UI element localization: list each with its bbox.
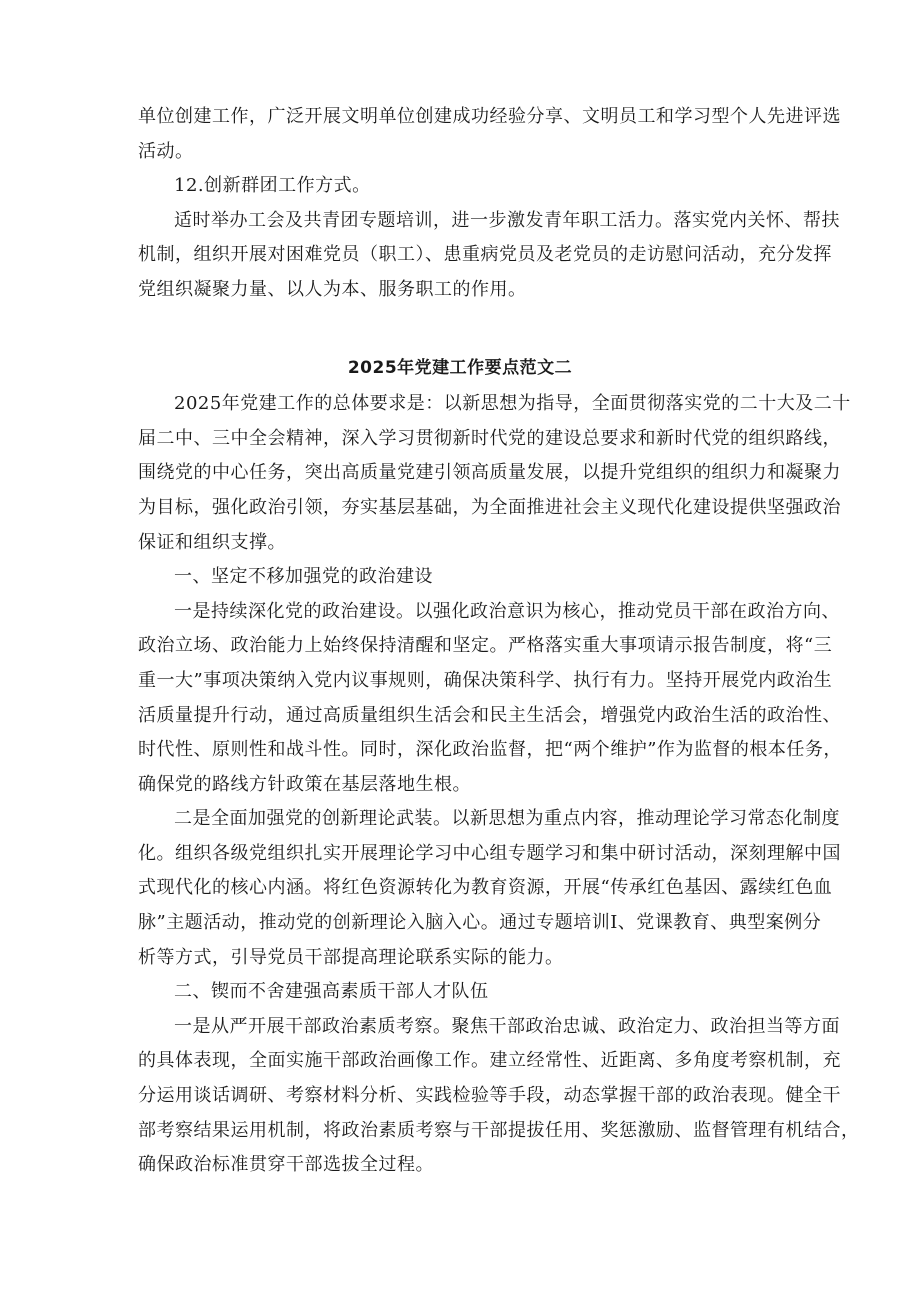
paragraph-line: 的具体表现，全面实施干部政治画像工作。建立经常性、近距离、多角度考察机制，充 [138,1050,841,1072]
paragraph-line: 围绕党的中心任务，突出高质量党建引领高质量发展，以提升党组织的组织力和凝聚力 [138,462,841,484]
paragraph-line: 一是从严开展干部政治素质考察。聚焦干部政治忠诚、政治定力、政治担当等方面 [174,1015,840,1037]
paragraph-line: 单位创建工作，广泛开展文明单位创建成功经验分享、文明员工和学习型个人先进评选 [138,106,841,127]
section-heading: 二、锲而不舍建强高素质干部人才队伍 [174,981,489,1003]
paragraph-line: 析等方式，引导党员干部提高理论联系实际的能力。 [138,946,564,968]
paragraph-line: 时代性、原则性和战斗性。同时，深化政治监督，把“两个维护”作为监督的根本任务， [138,739,842,761]
paragraph-line: 为目标，强化政治引领，夯实基层基础，为全面推进社会主义现代化建设提供坚强政治 [138,496,841,518]
document-page [138,100,860,1183]
paragraph-line: 化。组织各级党组织扎实开展理论学习中心组专题学习和集中研讨活动，深刻理解中国 [138,842,841,864]
paragraph-line: 活质量提升行动，通过高质量组织生活会和民主生活会，增强党内政治生活的政治性、 [138,704,841,726]
document-title: 2025年党建工作要点范文二 [347,357,573,378]
paragraph-line: 机制，组织开展对困难党员（职工）、患重病党员及老党员的走访慰问活动，充分发挥 [138,244,832,266]
paragraph-line: 部考察结果运用机制，将政治素质考察与干部提拔任用、奖惩激励、监督管理有机结合， [138,1119,860,1141]
paragraph-line: 届二中、三中全会精神，深入学习贯彻新时代党的建设总要求和新时代党的组织路线， [138,427,841,449]
section-spacer [138,308,782,351]
paragraph-line: 一是持续深化党的政治建设。以强化政治意识为核心，推动党员干部在政治方向、 [174,600,840,622]
subsection-heading: 12.创新群团工作方式。 [174,175,371,197]
paragraph-line: 分运用谈话调研、考察材料分析、实践检验等手段，动态掌握干部的政治表现。健全干 [138,1085,841,1107]
paragraph-line: 脉”主题活动，推动党的创新理论入脑入心。通过专题培训I、党课教育、典型案例分 [138,912,822,934]
paragraph-line: 活动。 [138,140,194,162]
paragraph-line: 重一大”事项决策纳入党内议事规则，确保决策科学、执行有力。坚持开展党内政治生 [138,669,833,691]
paragraph-line: 政治立场、政治能力上始终保持清醒和坚定。严格落实重大事项请示报告制度，将“三 [138,635,833,657]
paragraph-line: 党组织凝聚力量、以人为本、服务职工的作用。 [138,278,527,300]
section-heading: 一、坚定不移加强党的政治建设 [174,566,433,588]
paragraph-line: 保证和组织支撑。 [138,531,286,553]
paragraph-line: 确保党的路线方针政策在基层落地生根。 [138,773,471,795]
paragraph-line: 确保政治标准贯穿干部选拔全过程。 [138,1154,434,1176]
paragraph-line: 二是全面加强党的创新理论武装。以新思想为重点内容，推动理论学习常态化制度 [174,808,840,830]
paragraph-line: 适时举办工会及共青团专题培训，进一步激发青年职工活力。落实党内关怀、帮扶 [174,209,840,231]
paragraph-line: 2025年党建工作的总体要求是：以新思想为指导，全面贯彻落实党的二十大及二十 [174,393,851,415]
paragraph-line: 式现代化的核心内涵。将红色资源转化为教育资源，开展“传承红色基因、露续红色血 [138,877,833,899]
